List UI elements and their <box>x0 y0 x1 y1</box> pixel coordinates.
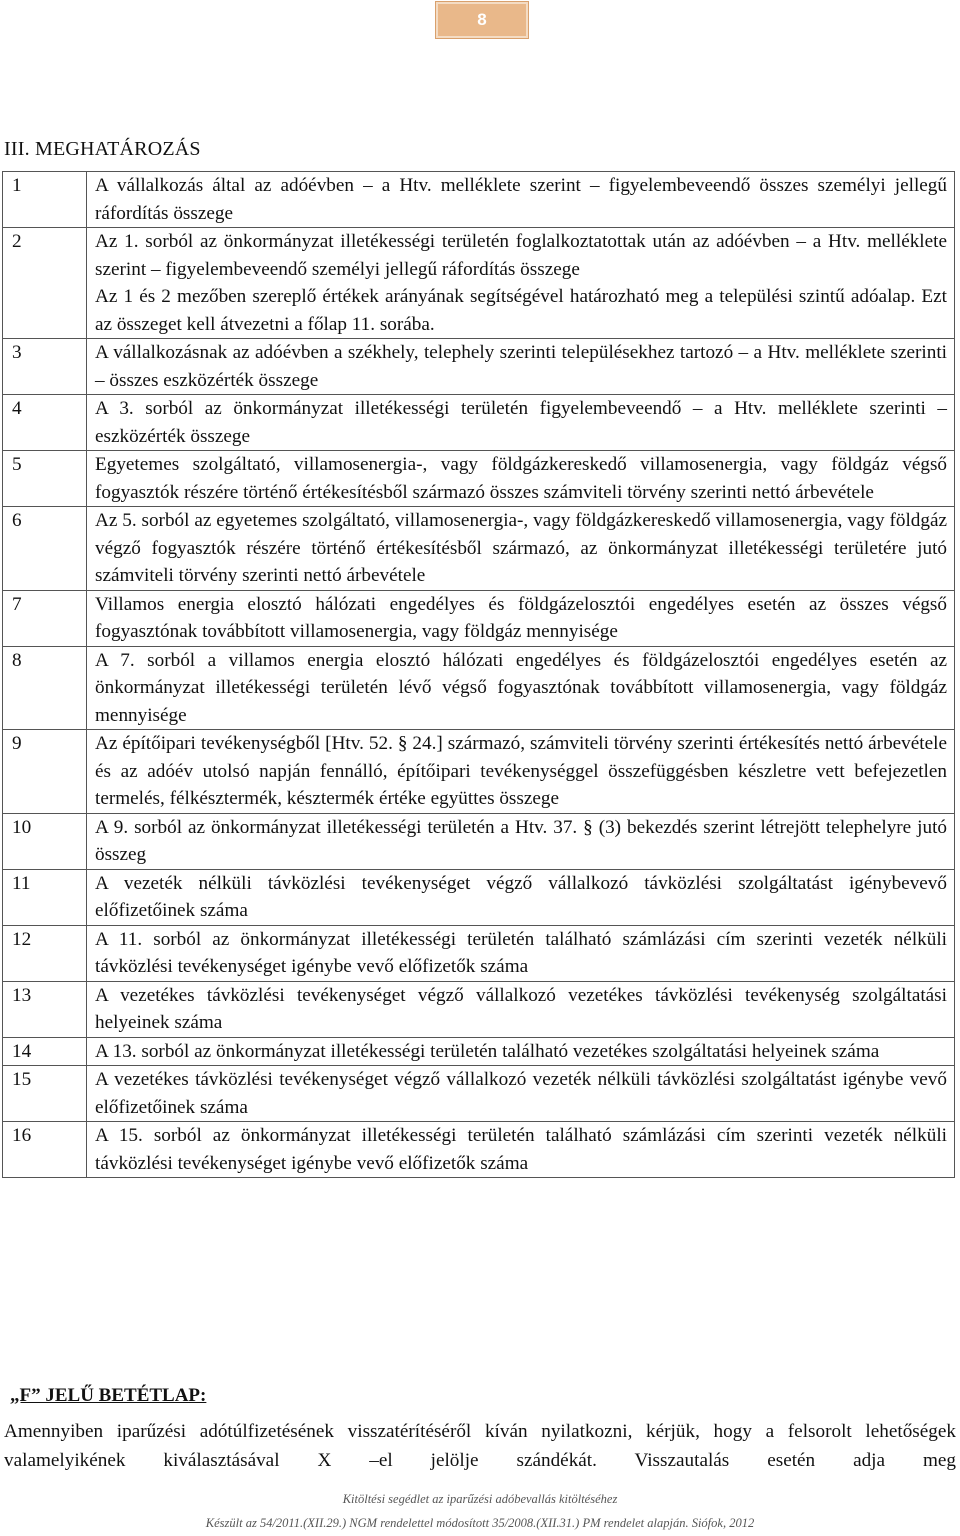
row-number: 2 <box>3 228 87 339</box>
footer-line-2: Készült az 54/2011.(XII.29.) NGM rendelettel módosított 35/2008.(XII.31.) PM rendelet alapján. Siófok, 2012 <box>205 1516 755 1530</box>
table-row <box>3 228 955 339</box>
row-description-cell <box>87 172 955 228</box>
row-number: 5 <box>3 451 87 507</box>
row-description: A 11. sorból az önkormányzat illetékességi területén található számlázási cím szerinti vezeték nélküli távközlési tevékenységet igénybe vevő előfizetők száma <box>95 928 947 977</box>
row-description-cell <box>87 507 955 591</box>
row-description-cell <box>87 451 955 507</box>
row-description-cell <box>87 1066 955 1122</box>
insert-body: Amennyiben iparűzési adótúlfizetésének visszatérítéséről kíván nyilatkozni, kérjük, hogy a felsorolt lehetőségek valamelyikének kiválasztásával X –el jelölje szándékát. Visszautalás esetén adja meg <box>4 1421 956 1471</box>
table-row <box>3 451 955 507</box>
definitions-table <box>2 171 955 1178</box>
row-number: 10 <box>3 813 87 869</box>
row-number: 9 <box>3 730 87 814</box>
row-number: 8 <box>3 646 87 730</box>
row-number: 16 <box>3 1122 87 1178</box>
row-description-cell <box>87 339 955 395</box>
row-number: 3 <box>3 339 87 395</box>
table-row <box>3 1037 955 1066</box>
row-number: 6 <box>3 507 87 591</box>
row-note: Az 1 és 2 mezőben szereplő értékek arányának segítségével határozható meg a települési szintű adóalap. Ezt az összeget kell átvezetni a főlap 11. sorába. <box>95 286 947 335</box>
table-row <box>3 925 955 981</box>
row-description-cell <box>87 1037 955 1066</box>
row-description: Az 1. sorból az önkormányzat illetékességi területén foglalkoztatottak után az adóévben – a Htv. melléklete szerint – figyelembeveendő személyi jellegű ráfordítás összege <box>95 231 947 280</box>
row-description: Egyetemes szolgáltató, villamosenergia-, vagy földgázkereskedő villamosenergia, vagy földgáz végső fogyasztók részére történő értékesítésből származó összes számviteli törvény szerinti nettó árbevétele <box>95 454 947 503</box>
table-row <box>3 172 955 228</box>
table-row <box>3 507 955 591</box>
row-number: 7 <box>3 590 87 646</box>
row-description: A vállalkozásnak az adóévben a székhely, telephely szerinti településekhez tartozó – a Htv. melléklete szerinti – összes eszközérték összege <box>95 342 947 391</box>
row-description: A vezeték nélküli távközlési tevékenységet végző vállalkozó távközlési szolgáltatást igénybevevő előfizetőinek száma <box>95 872 947 921</box>
row-description: A vállalkozás által az adóévben – a Htv. melléklete szerint – figyelembeveendő összes személyi jellegű ráfordítás összege <box>95 175 947 224</box>
row-description-cell <box>87 869 955 925</box>
page-number-badge: 8 <box>436 2 528 38</box>
row-description-cell <box>87 590 955 646</box>
table-row <box>3 730 955 814</box>
row-number: 1 <box>3 172 87 228</box>
row-description-cell <box>87 228 955 339</box>
table-row <box>3 1066 955 1122</box>
table-row <box>3 646 955 730</box>
table-row <box>3 339 955 395</box>
table-row <box>3 813 955 869</box>
row-description: A 15. sorból az önkormányzat illetékességi területén található számlázási cím szerinti vezeték nélküli távközlési tevékenységet igénybe vevő előfizetők száma <box>95 1125 947 1174</box>
table-row <box>3 590 955 646</box>
row-description: Az 5. sorból az egyetemes szolgáltató, villamosenergia-, vagy földgázkereskedő villamosenergia, vagy földgáz végző fogyasztók részére történő értékesítésből származó, az önkormányzat illetékességi területére jutó számviteli törvény szerinti nettó árbevétele <box>95 510 947 586</box>
row-description: Villamos energia elosztó hálózati engedélyes és földgázelosztói engedélyes esetén az összes végső fogyasztónak továbbított villamosenergia, vagy földgáz mennyisége <box>95 593 947 642</box>
table-row <box>3 981 955 1037</box>
section-heading: III. MEGHATÁROZÁS <box>4 138 201 160</box>
row-number: 14 <box>3 1037 87 1066</box>
row-number: 4 <box>3 395 87 451</box>
row-description-cell <box>87 730 955 814</box>
row-description-cell <box>87 1122 955 1178</box>
row-description-cell <box>87 981 955 1037</box>
row-description: A 3. sorból az önkormányzat illetékességi területén figyelembeveendő – a Htv. melléklete szerinti – eszközérték összege <box>95 398 947 447</box>
row-number: 15 <box>3 1066 87 1122</box>
insert-title: „F” JELŰ BETÉTLAP: <box>10 1385 207 1406</box>
row-description-cell <box>87 646 955 730</box>
row-description: Az építőipari tevékenységből [Htv. 52. § 24.] származó, számviteli törvény szerinti értékesítés nettó árbevétele és az adóév utolsó napján fennálló, építőipari tevékenységgel összefüggésben készletre vett befejezetlen termelés, félkésztermék, késztermék értéke együttes összege <box>95 733 947 809</box>
row-description-cell <box>87 813 955 869</box>
row-number: 13 <box>3 981 87 1037</box>
row-description-cell <box>87 925 955 981</box>
row-description-cell <box>87 395 955 451</box>
footer-line-1: Kitöltési segédlet az iparűzési adóbevallás kitöltéséhez <box>342 1492 618 1506</box>
row-description: A vezetékes távközlési tevékenységet végző vállalkozó vezetékes távközlési tevékenység szolgáltatási helyeinek száma <box>95 984 947 1033</box>
row-description: A 13. sorból az önkormányzat illetékességi területén található vezetékes szolgáltatási helyeinek száma <box>95 1040 880 1062</box>
table-row <box>3 1122 955 1178</box>
table-row <box>3 869 955 925</box>
table-row <box>3 395 955 451</box>
row-number: 11 <box>3 869 87 925</box>
row-description: A 9. sorból az önkormányzat illetékességi területén a Htv. 37. § (3) bekezdés szerint létrejött telephelyre jutó összeg <box>95 816 947 865</box>
row-description: A vezetékes távközlési tevékenységet végző vállalkozó vezeték nélküli távközlési szolgáltatást igénybe vevő előfizetőinek száma <box>95 1069 947 1118</box>
row-number: 12 <box>3 925 87 981</box>
row-description: A 7. sorból a villamos energia elosztó hálózati engedélyes és földgázelosztói engedélyes esetén az önkormányzat illetékességi területén lévő végső fogyasztónak továbbított villamosenergia, vagy földgáz mennyisége <box>95 649 947 726</box>
